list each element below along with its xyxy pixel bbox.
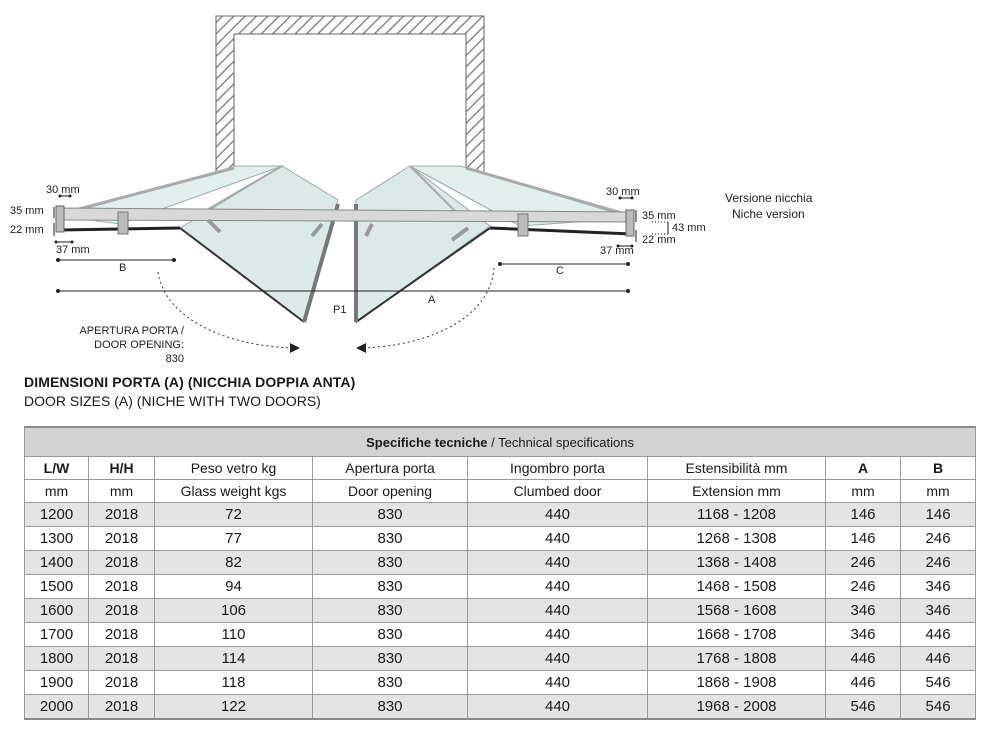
table-cell: 346 — [901, 599, 976, 623]
table-cell: 446 — [901, 623, 976, 647]
section-title: DIMENSIONI PORTA (A) (NICCHIA DOPPIA ANTA) — [24, 374, 356, 390]
table-cell: 246 — [901, 551, 976, 575]
label-c: C — [556, 265, 564, 277]
dim-35-left: 35 mm — [10, 205, 44, 217]
table-row — [25, 503, 976, 527]
table-cell: 346 — [901, 575, 976, 599]
header-cell: Clumbed door — [468, 480, 648, 503]
table-cell: 1400 — [25, 551, 89, 575]
table-cell: 82 — [155, 551, 313, 575]
dim-30-left: 30 mm — [46, 184, 80, 196]
table-cell: 2018 — [89, 671, 155, 695]
table-cell: 118 — [155, 671, 313, 695]
table-row — [25, 647, 976, 671]
table-row — [25, 695, 976, 720]
version-label-it: Versione nicchia — [725, 191, 813, 205]
table-cell: 1768 - 1808 — [648, 647, 826, 671]
table-cell: 122 — [155, 695, 313, 720]
header-cell: B — [901, 457, 976, 480]
table-cell: 77 — [155, 527, 313, 551]
table-cell: 546 — [901, 671, 976, 695]
header-row-en — [25, 480, 976, 503]
table-cell: 440 — [468, 647, 648, 671]
label-p1: P1 — [333, 304, 347, 316]
label-a: A — [428, 294, 436, 306]
caption-rest: / Technical specifications — [487, 434, 634, 450]
header-cell: H/H — [89, 457, 155, 480]
table-cell: 1900 — [25, 671, 89, 695]
door-opening-line3: 830 — [165, 353, 184, 365]
table-cell: 830 — [313, 503, 468, 527]
table-cell: 1800 — [25, 647, 89, 671]
table-cell: 440 — [468, 695, 648, 720]
table-cell: 1268 - 1308 — [648, 527, 826, 551]
table-cell: 830 — [313, 623, 468, 647]
table-row — [25, 551, 976, 575]
table-cell: 1200 — [25, 503, 89, 527]
table-cell: 106 — [155, 599, 313, 623]
dim-22-right: 22 mm — [642, 234, 676, 246]
caption-bold: Specifiche tecniche — [366, 434, 488, 450]
table-cell: 1868 - 1908 — [648, 671, 826, 695]
table-cell: 440 — [468, 575, 648, 599]
table-cell: 546 — [901, 695, 976, 720]
table-cell: 246 — [901, 527, 976, 551]
table-cell: 2018 — [89, 623, 155, 647]
table-cell: 72 — [155, 503, 313, 527]
table-cell: 830 — [313, 671, 468, 695]
niche-wall — [216, 16, 484, 172]
table-cell: 830 — [313, 695, 468, 720]
door-opening-line2: DOOR OPENING: — [94, 339, 184, 351]
table-cell: 440 — [468, 623, 648, 647]
table-row — [25, 671, 976, 695]
dim-37-right: 37 mm — [600, 245, 634, 257]
header-row-it — [25, 457, 976, 480]
table-cell: 440 — [468, 527, 648, 551]
table-cell: 446 — [826, 671, 901, 695]
header-cell: Ingombro porta — [468, 457, 648, 480]
table-cell: 446 — [901, 647, 976, 671]
header-cell: mm — [89, 480, 155, 503]
table-cell: 114 — [155, 647, 313, 671]
table-cell: 830 — [313, 647, 468, 671]
table-cell: 2018 — [89, 551, 155, 575]
table-cell: 1500 — [25, 575, 89, 599]
table-cell: 2018 — [89, 503, 155, 527]
dim-30-right: 30 mm — [606, 186, 640, 198]
table-cell: 2018 — [89, 695, 155, 720]
table-cell: 94 — [155, 575, 313, 599]
table-cell: 440 — [468, 599, 648, 623]
header-cell: Apertura porta — [313, 457, 468, 480]
table-cell: 110 — [155, 623, 313, 647]
table-row — [25, 599, 976, 623]
header-cell: L/W — [25, 457, 89, 480]
table-cell: 1368 - 1408 — [648, 551, 826, 575]
table-cell: 1668 - 1708 — [648, 623, 826, 647]
table-cell: 446 — [826, 647, 901, 671]
table-cell: 1600 — [25, 599, 89, 623]
table-cell: 346 — [826, 599, 901, 623]
version-label-en: Niche version — [732, 207, 805, 221]
table-cell: 440 — [468, 551, 648, 575]
door-opening-line1: APERTURA PORTA / — [79, 325, 184, 337]
header-cell: Estensibilità mm — [648, 457, 826, 480]
header-cell: Peso vetro kg — [155, 457, 313, 480]
header-cell: mm — [25, 480, 89, 503]
header-cell: mm — [901, 480, 976, 503]
table-cell: 440 — [468, 671, 648, 695]
table-cell: 1300 — [25, 527, 89, 551]
table-cell: 146 — [826, 503, 901, 527]
table-cell: 1700 — [25, 623, 89, 647]
table-cell: 2018 — [89, 527, 155, 551]
dim-43-right: 43 mm — [672, 222, 706, 234]
dim-22-left: 22 mm — [10, 224, 44, 236]
table-cell: 346 — [826, 623, 901, 647]
table-cell: 440 — [468, 503, 648, 527]
table-row — [25, 527, 976, 551]
header-cell: Door opening — [313, 480, 468, 503]
table-cell: 2018 — [89, 599, 155, 623]
specs-table — [24, 426, 976, 720]
header-cell: Extension mm — [648, 480, 826, 503]
table-caption — [25, 427, 976, 457]
dim-35-right: 35 mm — [642, 210, 676, 222]
table-row — [25, 623, 976, 647]
shower-door-diagram — [0, 0, 993, 372]
dim-37-left: 37 mm — [56, 244, 90, 256]
table-cell: 830 — [313, 575, 468, 599]
table-cell: 830 — [313, 551, 468, 575]
table-cell: 1968 - 2008 — [648, 695, 826, 720]
table-cell: 246 — [826, 575, 901, 599]
header-cell: Glass weight kgs — [155, 480, 313, 503]
section-subtitle: DOOR SIZES (A) (NICHE WITH TWO DOORS) — [24, 393, 321, 409]
table-cell: 146 — [826, 527, 901, 551]
header-cell: A — [826, 457, 901, 480]
label-b: B — [119, 262, 127, 274]
table-cell: 146 — [901, 503, 976, 527]
table-body — [25, 503, 976, 720]
table-cell: 1568 - 1608 — [648, 599, 826, 623]
header-cell: mm — [826, 480, 901, 503]
table-cell: 1468 - 1508 — [648, 575, 826, 599]
table-cell: 2018 — [89, 575, 155, 599]
table-cell: 830 — [313, 527, 468, 551]
table-cell: 546 — [826, 695, 901, 720]
table-cell: 246 — [826, 551, 901, 575]
table-cell: 1168 - 1208 — [648, 503, 826, 527]
table-cell: 2018 — [89, 647, 155, 671]
table-cell: 830 — [313, 599, 468, 623]
table-row — [25, 575, 976, 599]
table-cell: 2000 — [25, 695, 89, 720]
